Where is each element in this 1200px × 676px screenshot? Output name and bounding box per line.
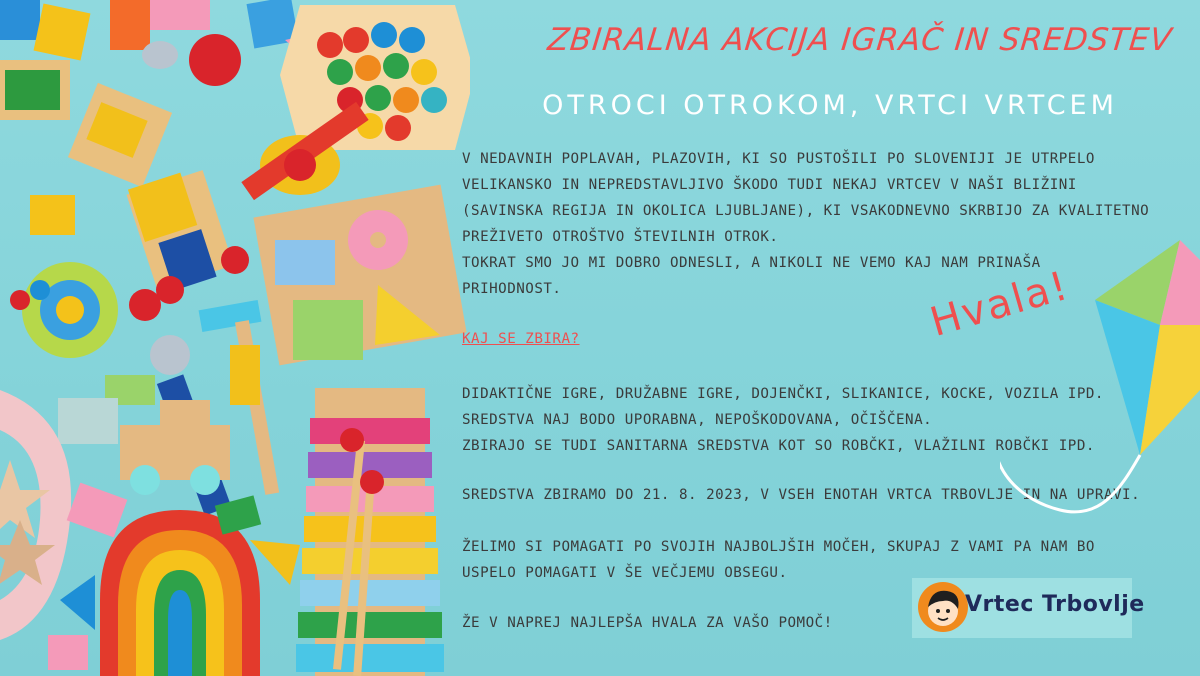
items-line: ZBIRAJO SE TUDI SANITARNA SREDSTVA KOT SO ROBČKI, VLAŽILNI ROBČKI IPD. [462,438,1095,454]
intro-line: PREŽIVETO OTROŠTVO ŠTEVILNIH OTROK. [462,229,779,245]
intro-line: V NEDAVNIH POPLAVAH, PLAZOVIH, KI SO PUSTOŠILI PO SLOVENIJI JE UTRPELO [462,151,1095,167]
wish-line: USPELO POMAGATI V ŠE VEČJEMU OBSEGU. [462,565,788,581]
child-face-logo-icon [917,581,969,633]
intro-line: PRIHODNOST. [462,281,562,297]
section-heading: KAJ SE ZBIRA? [462,331,580,347]
hvala-lettering: Hvala! [925,262,1075,346]
intro-line: (SAVINSKA REGIJA IN OKOLICA LJUBLJANE), KI VSAKODNEVNO SKRBIJO ZA KVALITETNO [462,203,1150,219]
thanks-line: ŽE V NAPREJ NAJLEPŠA HVALA ZA VAŠO POMOČ! [462,615,833,631]
toys-illustration [0,0,470,676]
intro-line: TOKRAT SMO JO MI DOBRO ODNESLI, A NIKOLI NE VEMO KAJ NAM PRINAŠA [462,255,1041,271]
page-subtitle: OTROCI OTROKOM, VRTCI VRTCEM [542,90,1118,121]
page-title: ZBIRALNA AKCIJA IGRAČ IN SREDSTEV [545,22,1175,58]
intro-line: VELIKANSKO IN NEPREDSTAVLJIVO ŠKODO TUDI NEKAJ VRTCEV V NAŠI BLIŽINI [462,177,1077,193]
logo-text: Vrtec Trbovlje [965,592,1145,617]
wish-line: ŽELIMO SI POMAGATI PO SVOJIH NAJBOLJŠIH MOČEH, SKUPAJ Z VAMI PA NAM BO [462,539,1095,555]
items-line: SREDSTVA NAJ BODO UPORABNA, NEPOŠKODOVANA, OČIŠČENA. [462,412,933,428]
items-line: DIDAKTIČNE IGRE, DRUŽABNE IGRE, DOJENČKI, SLIKANICE, KOCKE, VOZILA IPD. [462,386,1104,402]
deadline-line: SREDSTVA ZBIRAMO DO 21. 8. 2023, V VSEH ENOTAH VRTCA TRBOVLJE IN NA UPRAVI. [462,487,1141,503]
